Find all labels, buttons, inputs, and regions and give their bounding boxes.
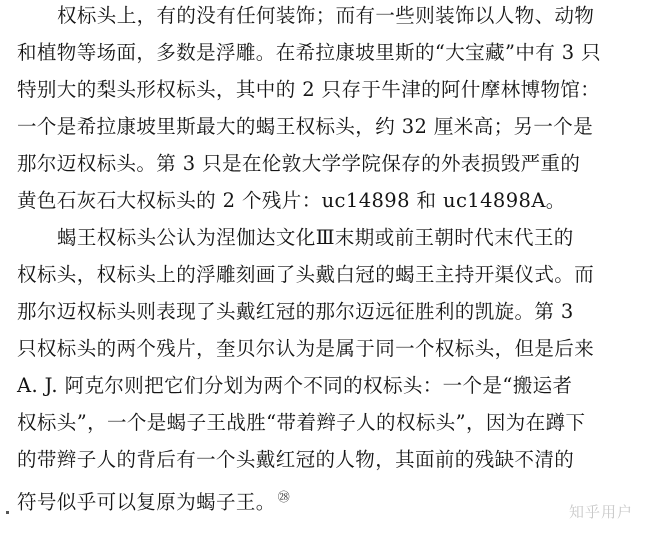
text-line-14-wrap	[17, 484, 290, 516]
text-line-10: 只权标头的两个残片，奎贝尔认为是属于同一个权标头，但是后来	[17, 337, 595, 360]
text-line-11: A. J. 阿克尔则把它们分划为两个不同的权标头：一个是“搬运者	[17, 374, 573, 397]
text-line-4: 一个是希拉康坡里斯最大的蝎王权标头，约 32 厘米高；另一个是	[17, 115, 594, 138]
text-line-5: 那尔迈权标头。第 3 只是在伦敦大学学院保存的外表损毁严重的	[17, 152, 581, 175]
text-line-12: 权标头”，一个是蝎子王战胜“带着辫子人的权标头”，因为在蹲下	[17, 411, 586, 434]
text-line-6: 黄色石灰石大权标头的 2 个残片：uc14898 和 uc14898A。	[17, 189, 566, 212]
text-line-3: 特别大的梨头形权标头，其中的 2 只存于牛津的阿什摩林博物馆：	[17, 78, 601, 101]
text-line-7: 蝎王权标头公认为涅伽达文化Ⅲ末期或前王朝时代末代王的	[57, 226, 574, 249]
text-line-9: 那尔迈权标头则表现了头戴红冠的那尔迈远征胜利的凯旋。第 3	[17, 300, 574, 323]
scan-speck	[6, 511, 9, 514]
text-line-14: 符号似乎可以复原为蝎子王。	[17, 490, 276, 514]
text-line-8: 权标头，权标头上的浮雕刻画了头戴白冠的蝎王主持开渠仪式。而	[17, 263, 595, 286]
text-line-1: 权标头上，有的没有任何装饰；而有一些则装饰以人物、动物	[57, 4, 595, 27]
text-line-13: 的带辫子人的背后有一个头戴红冠的人物，其面前的残缺不清的	[17, 448, 575, 471]
watermark: 知乎用户	[568, 503, 633, 521]
footnote-marker: ㉘	[277, 490, 291, 504]
text-line-2: 和植物等场面，多数是浮雕。在希拉康坡里斯的“大宝藏”中有 3 只	[17, 41, 602, 64]
